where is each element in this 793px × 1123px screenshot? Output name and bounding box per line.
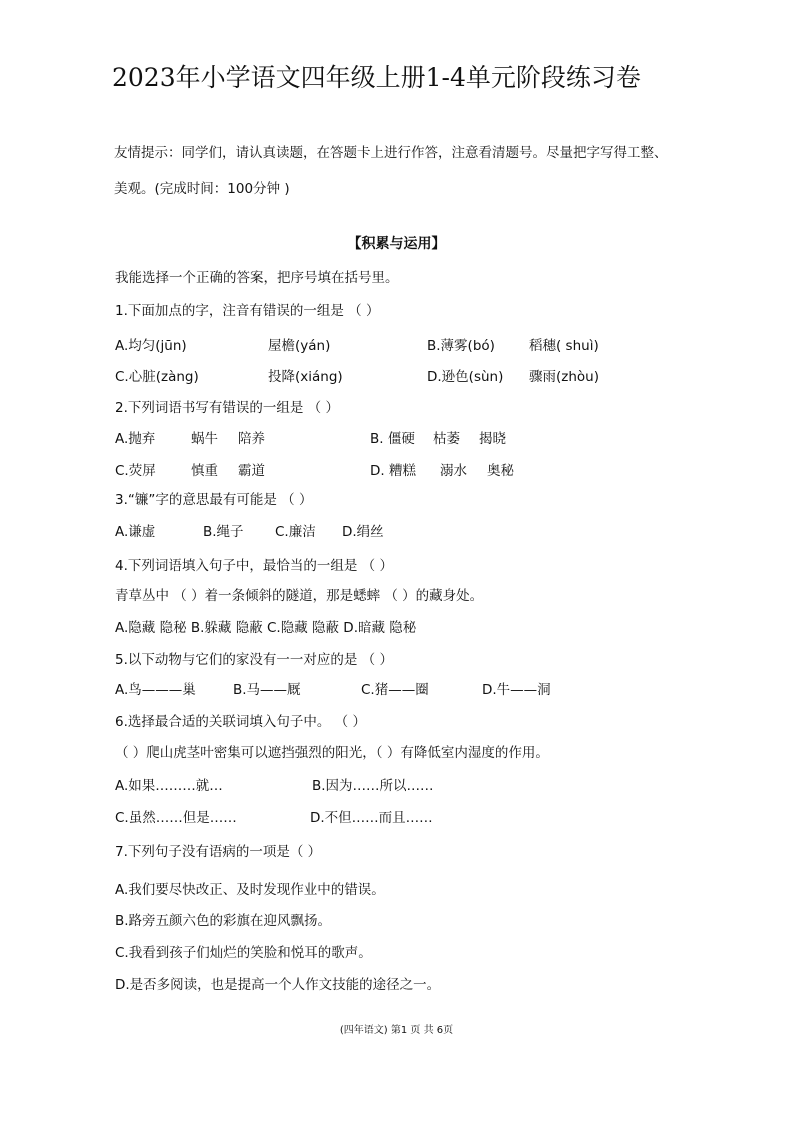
- q1-option: 骤雨(zhòu): [529, 369, 599, 385]
- exam-title: 2023年小学语文四年级上册1-4单元阶段练习卷: [112, 63, 641, 92]
- q1-option: A.均匀(jūn): [115, 338, 187, 354]
- q3-stem: 3.“镰”字的意思最有可能是 （ ）: [115, 492, 313, 508]
- q2-option: 霸道: [238, 463, 265, 479]
- q1-stem: 1.下面加点的字，注音有错误的一组是 （ ）: [115, 303, 380, 319]
- q2-option: 揭晓: [479, 431, 506, 447]
- q7-option: B.路旁五颜六色的彩旗在迎风飘扬。: [115, 913, 332, 929]
- q5-option: A.鸟———巢: [115, 682, 196, 698]
- q6-option: B.因为……所以……: [312, 778, 434, 794]
- q4-sentence: 青草丛中 （ ）着一条倾斜的隧道，那是蟋蟀 （ ）的藏身处。: [115, 588, 484, 604]
- q5-stem: 5.以下动物与它们的家没有一一对应的是 （ ）: [115, 652, 393, 668]
- q6-stem: 6.选择最合适的关联词填入句子中。 （ ）: [115, 714, 366, 730]
- q2-option: A.抛弃: [115, 431, 156, 447]
- q1-option: B.薄雾(bó): [427, 338, 495, 354]
- q6-sentence: （ ）爬山虎茎叶密集可以遮挡强烈的阳光，（ ）有降低室内湿度的作用。: [115, 745, 549, 761]
- q2-option: 溺水: [440, 463, 467, 479]
- q3-option: A.谦虚: [115, 524, 156, 540]
- q2-option: B. 僵硬: [370, 431, 415, 447]
- q2-option: 蜗牛: [191, 431, 218, 447]
- q4-stem: 4.下列词语填入句子中，最恰当的一组是 （ ）: [115, 558, 393, 574]
- q1-option: C.心脏(zàng): [115, 369, 199, 385]
- q2-option: 奥秘: [487, 463, 514, 479]
- q5-option: B.马——厩: [233, 682, 301, 698]
- tip-line-1: 友情提示：同学们，请认真读题，在答题卡上进行作答，注意看清题号。尽量把字写得工整、: [114, 145, 668, 161]
- q4-options: A.隐藏 隐秘 B.躲藏 隐蔽 C.隐藏 隐蔽 D.暗藏 隐秘: [115, 620, 417, 636]
- q2-option: 慎重: [191, 463, 218, 479]
- q1-option: 投降(xiáng): [268, 369, 343, 385]
- q1-option: 稻穗( shuì): [529, 338, 599, 354]
- q7-option: A.我们要尽快改正、及时发现作业中的错误。: [115, 882, 385, 898]
- q6-option: A.如果………就…: [115, 778, 223, 794]
- q6-option: D.不但……而且……: [310, 810, 433, 826]
- q1-option: D.逊色(sùn): [427, 369, 504, 385]
- q5-option: C.猪——圈: [361, 682, 429, 698]
- q7-option: C.我看到孩子们灿烂的笑脸和悦耳的歌声。: [115, 945, 372, 961]
- q6-option: C.虽然……但是……: [115, 810, 237, 826]
- q3-option: B.绳子: [203, 524, 244, 540]
- page-footer: (四年语文) 第1 页 共 6页: [339, 1025, 454, 1036]
- q7-option: D.是否多阅读，也是提高一个人作文技能的途径之一。: [115, 977, 441, 993]
- q3-option: C.廉洁: [275, 524, 316, 540]
- q2-option: D. 糟糕: [370, 463, 416, 479]
- q2-option: 陪养: [238, 431, 265, 447]
- tip-line-2: 美观。(完成时间：100分钟 ): [114, 181, 290, 197]
- q3-option: D.绢丝: [342, 524, 384, 540]
- q2-option: C.荧屏: [115, 463, 156, 479]
- q2-stem: 2.下列词语书写有错误的一组是 （ ）: [115, 400, 339, 416]
- section-title: 【积累与运用】: [347, 236, 446, 252]
- q5-option: D.牛——洞: [482, 682, 551, 698]
- instruction: 我能选择一个正确的答案，把序号填在括号里。: [115, 270, 399, 286]
- q2-option: 枯萎: [433, 431, 460, 447]
- q7-stem: 7.下列句子没有语病的一项是（ ）: [115, 844, 322, 860]
- q1-option: 屋檐(yán): [268, 338, 331, 354]
